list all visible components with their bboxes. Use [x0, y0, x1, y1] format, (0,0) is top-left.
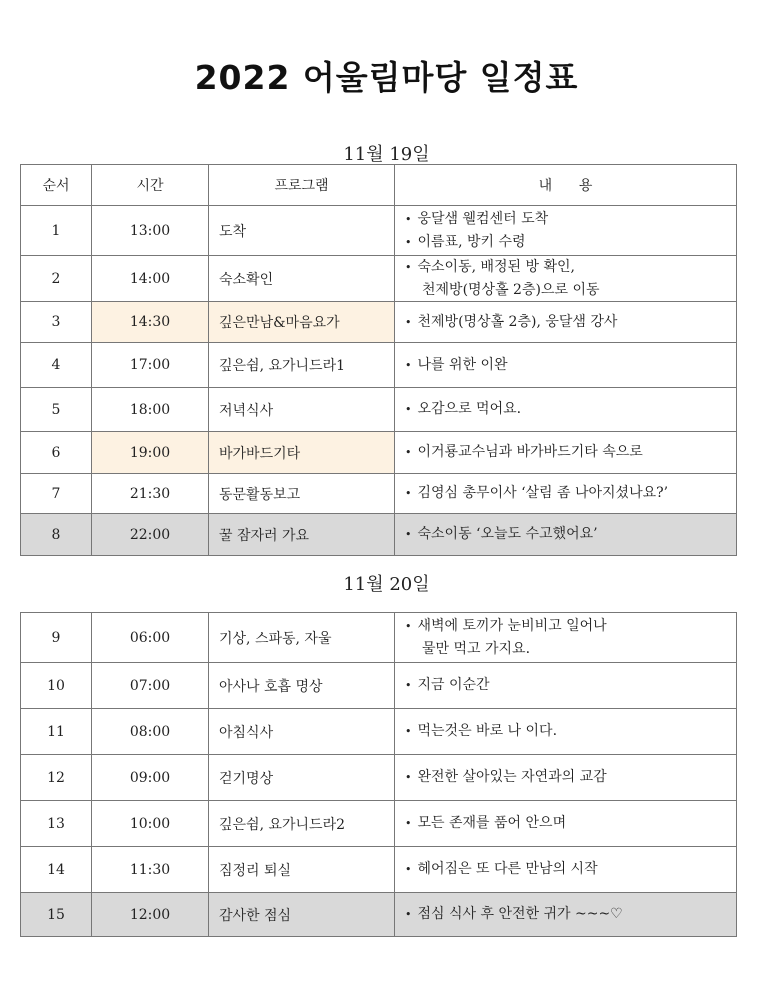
table-row: [21, 893, 737, 937]
row-content: [395, 755, 737, 801]
bullet-icon: •: [405, 403, 412, 416]
row-program: 도착: [209, 206, 395, 256]
row-time: 21:30: [92, 474, 209, 514]
row-content: [395, 388, 737, 432]
row-program: 동문활동보고: [209, 474, 395, 514]
content-line: 새벽에 토끼가 눈비비고 일어나: [417, 618, 607, 634]
row-program: 숙소확인: [209, 256, 395, 302]
content-line: 오감으로 먹어요.: [417, 401, 522, 417]
row-time: 11:30: [92, 847, 209, 893]
table-row: [21, 613, 737, 663]
table-row: [21, 256, 737, 302]
bullet-icon: •: [405, 771, 412, 784]
row-time: 14:30: [92, 302, 209, 343]
row-program: 깊은쉼, 요가니드라2: [209, 801, 395, 847]
day2-label: 11월 20일: [343, 574, 430, 595]
row-order: 15: [21, 893, 92, 937]
table-row: [21, 709, 737, 755]
row-program: 짐정리 퇴실: [209, 847, 395, 893]
content-line: 나를 위한 이완: [417, 356, 508, 373]
row-content: [395, 801, 737, 847]
row-order: 6: [21, 432, 92, 474]
content-line: 숙소이동 ‘오늘도 수고했어요’: [417, 526, 598, 542]
row-content: [395, 206, 737, 256]
row-content: [395, 893, 737, 937]
row-content: [395, 847, 737, 893]
row-time: 10:00: [92, 801, 209, 847]
row-order: 3: [21, 302, 92, 343]
bullet-icon: •: [405, 817, 412, 830]
content-line: 헤어짐은 또 다른 만남의 시작: [417, 861, 598, 877]
row-order: 8: [21, 514, 92, 556]
table-row: [21, 206, 737, 256]
bullet-icon: •: [405, 528, 412, 541]
row-program: 아사나 호흡 명상: [209, 663, 395, 709]
content-line: 완전한 살아있는 자연과의 교감: [417, 769, 607, 785]
row-program: 감사한 점심: [209, 893, 395, 937]
content-line: 점심 식사 후 안전한 귀가 ~~~♡: [417, 906, 623, 922]
row-order: 13: [21, 801, 92, 847]
row-order: 1: [21, 206, 92, 256]
row-order: 11: [21, 709, 92, 755]
table-header-row: [21, 165, 737, 206]
row-content: [395, 709, 737, 755]
row-program: 깊은쉼, 요가니드라1: [209, 343, 395, 388]
table-row: [21, 474, 737, 514]
content-line: 숙소이동, 배정된 방 확인,: [417, 259, 575, 275]
content-line: 이거룡교수님과 바가바드기타 속으로: [417, 444, 643, 460]
table-row: [21, 388, 737, 432]
row-program: 아침식사: [209, 709, 395, 755]
row-time: 13:00: [92, 206, 209, 256]
page-title: 2022 어울림마당 일정표: [194, 58, 579, 97]
row-content: [395, 474, 737, 514]
row-order: 12: [21, 755, 92, 801]
bullet-icon: •: [405, 315, 412, 329]
row-content: [395, 613, 737, 663]
row-order: 4: [21, 343, 92, 388]
content-line: 천제방(명상홀 2층)으로 이동: [422, 282, 600, 298]
bullet-icon: •: [405, 235, 412, 249]
row-order: 2: [21, 256, 92, 302]
header-content: 내 용: [395, 165, 737, 206]
row-time: 22:00: [92, 514, 209, 556]
row-content: [395, 663, 737, 709]
row-time: 09:00: [92, 755, 209, 801]
table-row: [21, 432, 737, 474]
bullet-icon: •: [405, 446, 412, 459]
row-time: 12:00: [92, 893, 209, 937]
content-line: 모든 존재를 품어 안으며: [417, 815, 567, 831]
content-line: 먹는것은 바로 나 이다.: [417, 723, 558, 739]
table-row: [21, 801, 737, 847]
bullet-icon: •: [405, 261, 412, 274]
bullet-icon: •: [405, 725, 412, 738]
table-row: [21, 755, 737, 801]
content-line: 웅달샘 웰컴센터 도착: [417, 210, 549, 227]
row-time: 07:00: [92, 663, 209, 709]
table-row: [21, 663, 737, 709]
bullet-icon: •: [405, 863, 412, 876]
row-order: 10: [21, 663, 92, 709]
row-order: 5: [21, 388, 92, 432]
table-row: [21, 343, 737, 388]
content-line: 천제방(명상홀 2층), 웅달샘 강사: [417, 313, 618, 330]
row-time: 18:00: [92, 388, 209, 432]
row-time: 06:00: [92, 613, 209, 663]
row-program: 꿀 잠자러 가요: [209, 514, 395, 556]
row-time: 17:00: [92, 343, 209, 388]
row-time: 08:00: [92, 709, 209, 755]
row-content: [395, 302, 737, 343]
bullet-icon: •: [405, 487, 412, 500]
row-content: [395, 343, 737, 388]
table-row: [21, 847, 737, 893]
schedule-table-day1: [20, 164, 737, 556]
bullet-icon: •: [405, 679, 412, 692]
bullet-icon: •: [405, 358, 412, 372]
bullet-icon: •: [405, 620, 412, 633]
bullet-icon: •: [405, 908, 412, 921]
row-content: [395, 256, 737, 302]
header-program: 프로그램: [209, 165, 395, 206]
row-program: 깊은만남&마음요가: [209, 302, 395, 343]
table-row: [21, 302, 737, 343]
row-order: 9: [21, 613, 92, 663]
table-row: [21, 514, 737, 556]
header-order: 순서: [21, 165, 92, 206]
row-content: [395, 432, 737, 474]
row-order: 7: [21, 474, 92, 514]
row-program: 바가바드기타: [209, 432, 395, 474]
row-program: 기상, 스파동, 자울: [209, 613, 395, 663]
row-content: [395, 514, 737, 556]
content-line: 이름표, 방키 수령: [417, 233, 526, 250]
content-line: 지금 이순간: [417, 677, 490, 693]
row-program: 걷기명상: [209, 755, 395, 801]
row-program: 저녁식사: [209, 388, 395, 432]
content-line: 물만 먹고 가지요.: [422, 641, 531, 657]
row-time: 19:00: [92, 432, 209, 474]
content-line: 김영심 총무이사 ‘살림 좀 나아지셨나요?’: [417, 485, 669, 501]
day1-label: 11월 19일: [343, 144, 430, 165]
header-time: 시간: [92, 165, 209, 206]
row-order: 14: [21, 847, 92, 893]
bullet-icon: •: [405, 212, 412, 226]
row-time: 14:00: [92, 256, 209, 302]
schedule-table-day2: [20, 612, 737, 937]
